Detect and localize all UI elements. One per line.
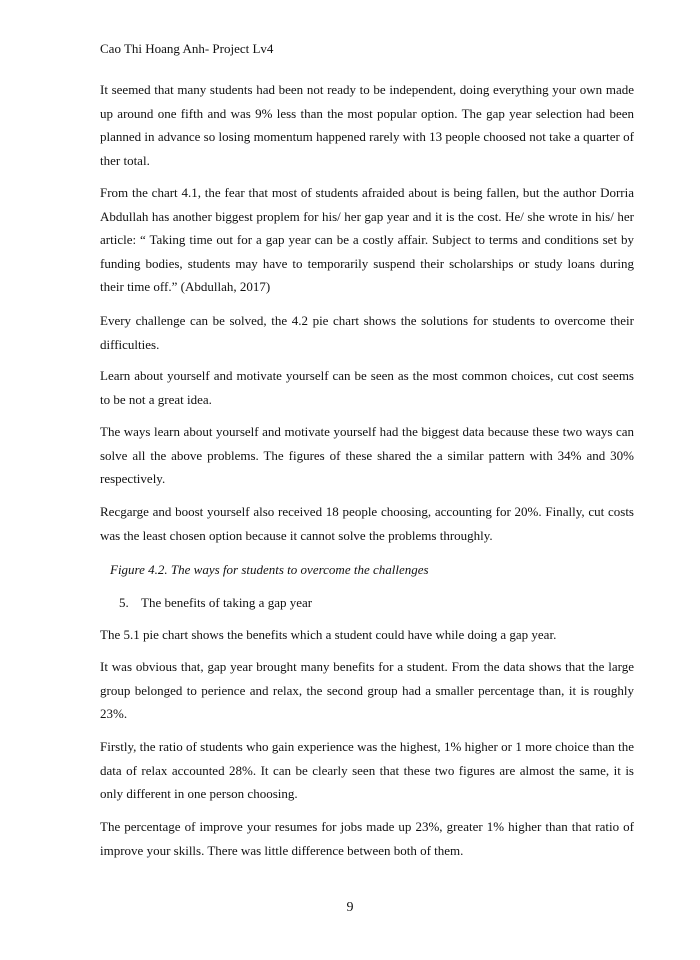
- page-number: 9: [346, 900, 354, 915]
- page-header: Cao Thi Hoang Anh- Project Lv4: [100, 41, 274, 56]
- section-heading: [119, 594, 312, 612]
- paragraph: Firstly, the ratio of students who gain experience was the highest, 1% higher or 1 more choice than the data of relax accounted 28%. It can be clearly seen that these two figures are almost the same, it is only different in one person choosing.: [100, 739, 634, 801]
- paragraph: Every challenge can be solved, the 4.2 pie chart shows the solutions for students to overcome their difficulties.: [100, 313, 634, 352]
- paragraph: The 5.1 pie chart shows the benefits which a student could have while doing a gap year.: [100, 627, 557, 642]
- paragraph: The ways learn about yourself and motivate yourself had the biggest data because these two ways can solve all the above problems. The figures of these shared the a similar pattern with 34% and 30% respectively.: [100, 424, 634, 486]
- paragraph: The percentage of improve your resumes for jobs made up 23%, greater 1% higher than that ratio of improve your skills. There was little difference between both of them.: [100, 819, 634, 858]
- paragraph: It seemed that many students had been not ready to be independent, doing everything your own made up around one fifth and was 9% less than the most popular option. The gap year selection had been planned in advance so losing momentum happened rarely with 13 people choosed not take a quarter of ther total.: [100, 82, 634, 168]
- paragraph: Learn about yourself and motivate yourself can be seen as the most common choices, cut cost seems to be not a great idea.: [100, 368, 634, 407]
- section-number: 5.: [119, 595, 129, 610]
- figure-caption: Figure 4.2. The ways for students to overcome the challenges: [110, 562, 429, 577]
- paragraph: It was obvious that, gap year brought many benefits for a student. From the data shows that the large group belonged to perience and relax, the second group had a smaller percentage than, it is roughly 23%.: [100, 659, 634, 721]
- paragraph: Recgarge and boost yourself also received 18 people choosing, accounting for 20%. Finally, cut costs was the least chosen option because it cannot solve the problems throughly.: [100, 504, 634, 543]
- paragraph: From the chart 4.1, the fear that most of students afraided about is being fallen, but the author Dorria Abdullah has another biggest proplem for his/ her gap year and it is the cost. He/ she wrote in his/ her article: “ Taking time out for a gap year can be a costly affair. Subject to terms and conditions set by funding bodies, students may have to temporarily suspend their scholarships or study loans during their time off.” (Abdullah, 2017): [100, 185, 634, 294]
- section-title: The benefits of taking a gap year: [141, 595, 313, 610]
